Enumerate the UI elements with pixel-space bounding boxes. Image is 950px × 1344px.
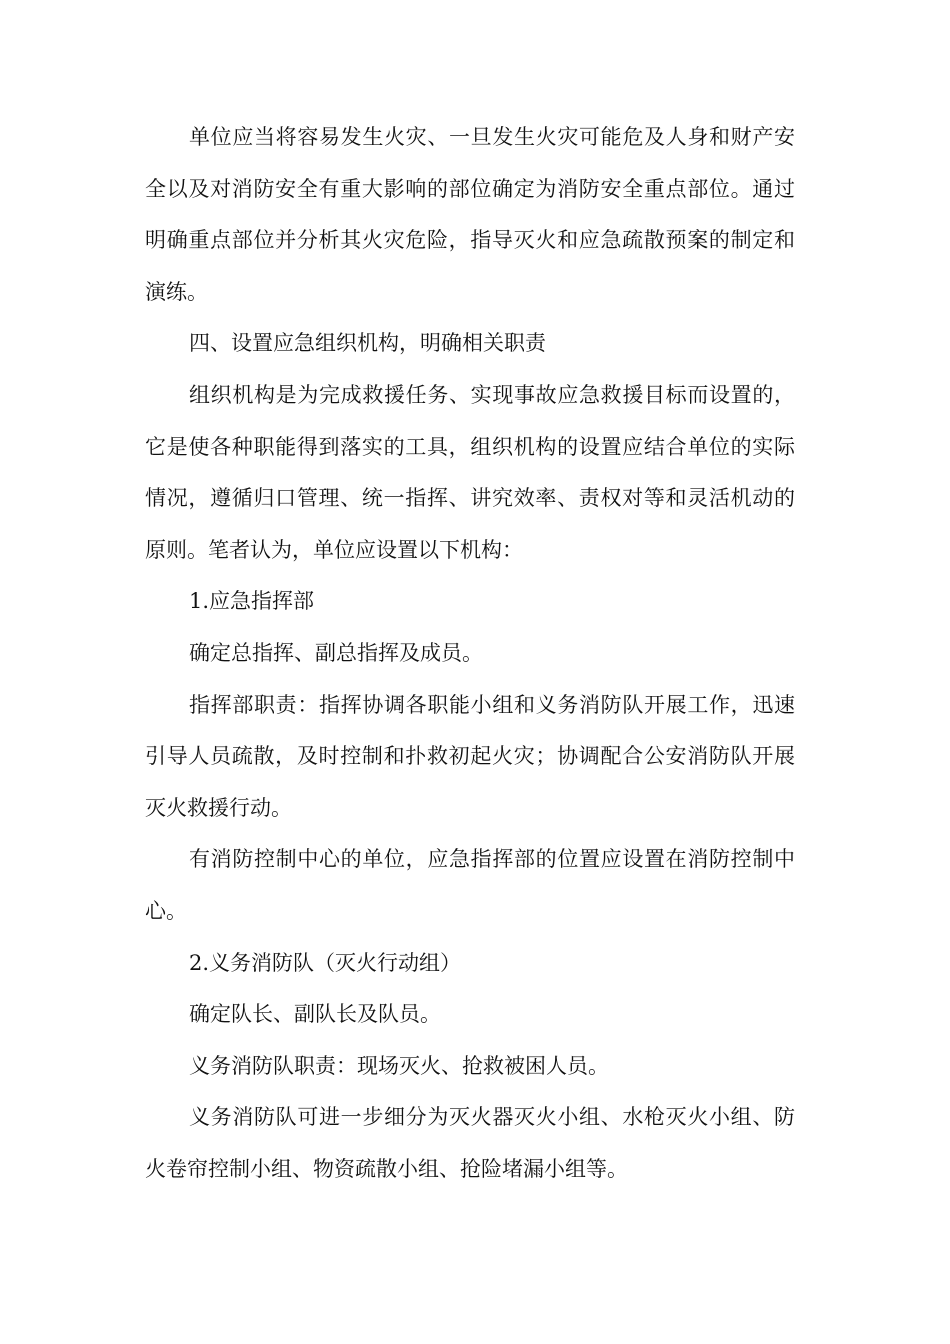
paragraph-command-members: 确定总指挥、副总指挥及成员。 [189, 640, 483, 665]
paragraph-brigade-duties: 义务消防队职责：现场灭火、抢救被困人员。 [189, 1053, 609, 1078]
subheading-fire-brigade: 2.义务消防队（灭火行动组） [189, 950, 462, 975]
subheading-command-center: 1.应急指挥部 [189, 589, 315, 614]
paragraph-key-areas: 单位应当将容易发生火灾、一旦发生火灾可能危及人身和财产安全以及对消防安全有重大影响的部位确定为消防安全重点部位。通过明确重点部位并分析其火灾危险，指导灭火和应急疏散预案的制定和演练。 [145, 125, 795, 304]
paragraph-organization: 组织机构是为完成救援任务、实现事故应急救援目标而设置的，它是使各种职能得到落实的工具，组织机构的设置应结合单位的实际情况，遵循归口管理、统一指挥、讲究效率、责权对等和灵活机动的原则。笔者认为，单位应设置以下机构： [145, 382, 795, 562]
document-body [145, 112, 795, 1195]
paragraph-brigade-subgroups: 义务消防队可进一步细分为灭火器灭火小组、水枪灭火小组、防火卷帘控制小组、物资疏散小组、抢险堵漏小组等。 [145, 1105, 795, 1181]
section-heading-four: 四、设置应急组织机构，明确相关职责 [189, 331, 546, 356]
paragraph-command-duties: 指挥部职责：指挥协调各职能小组和义务消防队开展工作，迅速引导人员疏散，及时控制和扑救初起火灾；协调配合公安消防队开展灭火救援行动。 [145, 692, 795, 820]
paragraph-command-location: 有消防控制中心的单位，应急指挥部的位置应设置在消防控制中心。 [145, 847, 795, 923]
paragraph-brigade-members: 确定队长、副队长及队员。 [189, 1002, 441, 1027]
